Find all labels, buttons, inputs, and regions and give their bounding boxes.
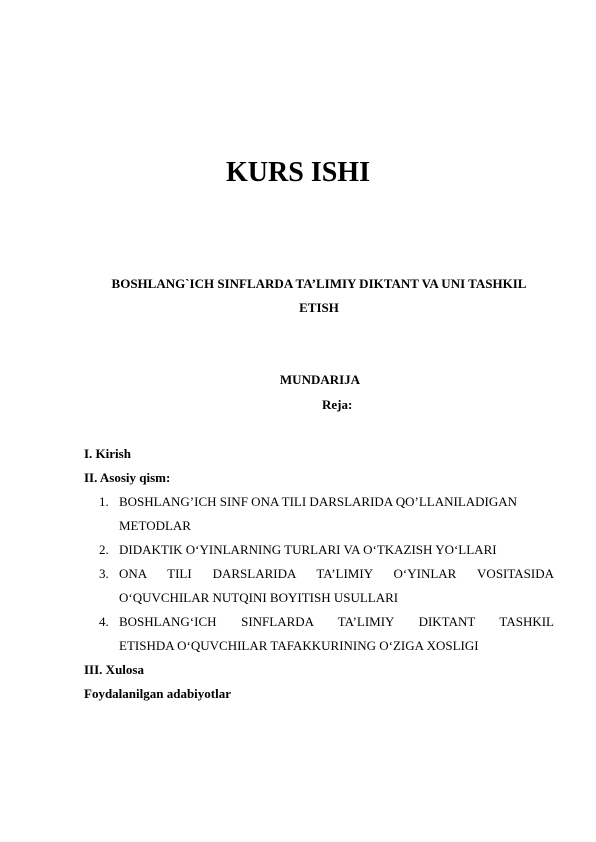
toc-item-number: 2. xyxy=(99,542,109,557)
table-of-contents xyxy=(84,442,554,706)
toc-main-part: II. Asosiy qism: xyxy=(84,470,171,485)
document-subtitle xyxy=(84,272,554,320)
toc-item-1 xyxy=(84,490,554,538)
toc-item-2 xyxy=(84,538,554,562)
toc-conclusion: III. Xulosa xyxy=(84,662,144,677)
subtitle-line-2: ETISH xyxy=(299,300,339,315)
toc-item-text: ONA TILI DARSLARIDA TA’LIMIY O‘YINLAR VOSITASIDA xyxy=(119,566,554,581)
toc-item-3 xyxy=(84,562,554,610)
plan-heading: Reja: xyxy=(322,397,353,412)
contents-heading: MUNDARIJA xyxy=(279,372,361,387)
toc-item-number: 1. xyxy=(99,494,109,509)
toc-item-number: 4. xyxy=(99,614,109,629)
toc-item-text: BOSHLANG’ICH SINF ONA TILI DARSLARIDA QO’LLANILADIGAN xyxy=(119,494,518,509)
document-title: KURS ISHI xyxy=(226,157,370,188)
toc-item-number: 3. xyxy=(99,566,109,581)
toc-item-4 xyxy=(84,610,554,658)
subtitle-line-1: BOSHLANG`ICH SINFLARDA TA’LIMIY DIKTANT VA UNI TASHKIL xyxy=(111,276,527,291)
toc-references: Foydalanilgan adabiyotlar xyxy=(84,686,231,701)
toc-item-text: O‘QUVCHILAR NUTQINI BOYITISH USULLARI xyxy=(119,590,399,605)
toc-item-text: ETISHDA O‘QUVCHILAR TAFAKKURINING O‘ZIGA XOSLIGI xyxy=(119,638,479,653)
toc-item-text: BOSHLANG‘ICH SINFLARDA TA’LIMIY DIKTANT TASHKIL xyxy=(119,614,554,629)
toc-item-text: DIDAKTIK O‘YINLARNING TURLARI VA O‘TKAZISH YO‘LLARI xyxy=(119,542,497,557)
toc-intro: I. Kirish xyxy=(84,446,131,461)
toc-item-text: METODLAR xyxy=(119,518,191,533)
toc-item-list xyxy=(84,490,554,658)
